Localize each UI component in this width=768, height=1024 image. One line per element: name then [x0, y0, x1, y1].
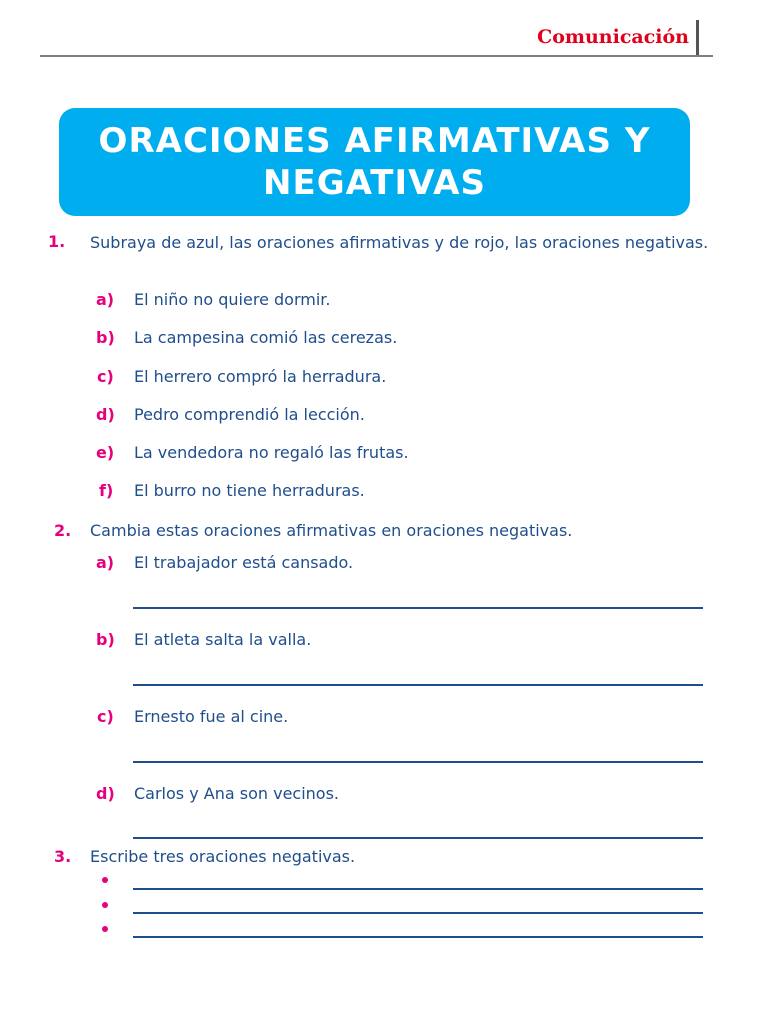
section1-item-e-label: e): [96, 443, 115, 462]
answer-line-a[interactable]: [133, 607, 703, 609]
section1-item-c-label: c): [97, 367, 114, 386]
section1-number: 1.: [48, 232, 66, 251]
section1-item-a-text: El niño no quiere dormir.: [134, 290, 331, 309]
header-rule: [40, 55, 713, 57]
bullet-1: [102, 877, 108, 883]
title-banner: [59, 108, 690, 216]
section1-item-b-text: La campesina comió las cerezas.: [134, 328, 398, 347]
section1-item-d-label: d): [96, 405, 115, 424]
answer-line-d[interactable]: [133, 837, 703, 839]
section1-item-d-text: Pedro comprendió la lección.: [134, 405, 365, 424]
section1-item-c-text: El herrero compró la herradura.: [134, 367, 387, 386]
header-bar: [696, 20, 699, 56]
bullet-3: [102, 926, 108, 932]
section2-item-a-label: a): [96, 553, 115, 572]
section1-item-f-label: f): [99, 481, 114, 500]
section1-item-b-label: b): [96, 328, 115, 347]
section2-item-d-label: d): [96, 784, 115, 803]
answer-line-negative-3[interactable]: [133, 936, 703, 938]
section2-item-c-text: Ernesto fue al cine.: [134, 707, 289, 726]
section1-instruction: Subraya de azul, las oraciones afirmativas y de rojo, las oraciones negativas.: [90, 233, 709, 252]
section2-item-b-text: El atleta salta la valla.: [134, 630, 312, 649]
answer-line-c[interactable]: [133, 761, 703, 763]
subject-label: Comunicación: [537, 26, 689, 48]
page-title: ORACIONES AFIRMATIVAS Y NEGATIVAS: [98, 121, 651, 203]
section2-item-c-label: c): [97, 707, 114, 726]
answer-line-negative-1[interactable]: [133, 888, 703, 890]
section3-instruction: Escribe tres oraciones negativas.: [90, 847, 356, 866]
section2-item-d-text: Carlos y Ana son vecinos.: [134, 784, 339, 803]
answer-line-b[interactable]: [133, 684, 703, 686]
section2-item-a-text: El trabajador está cansado.: [134, 553, 354, 572]
answer-line-negative-2[interactable]: [133, 912, 703, 914]
section2-instruction: Cambia estas oraciones afirmativas en oraciones negativas.: [90, 521, 573, 540]
section2-number: 2.: [54, 521, 72, 540]
bullet-2: [102, 902, 108, 908]
section3-number: 3.: [54, 847, 72, 866]
section2-item-b-label: b): [96, 630, 115, 649]
section1-item-f-text: El burro no tiene herraduras.: [134, 481, 365, 500]
section1-item-a-label: a): [96, 290, 115, 309]
section1-item-e-text: La vendedora no regaló las frutas.: [134, 443, 409, 462]
page-header: [40, 20, 713, 58]
